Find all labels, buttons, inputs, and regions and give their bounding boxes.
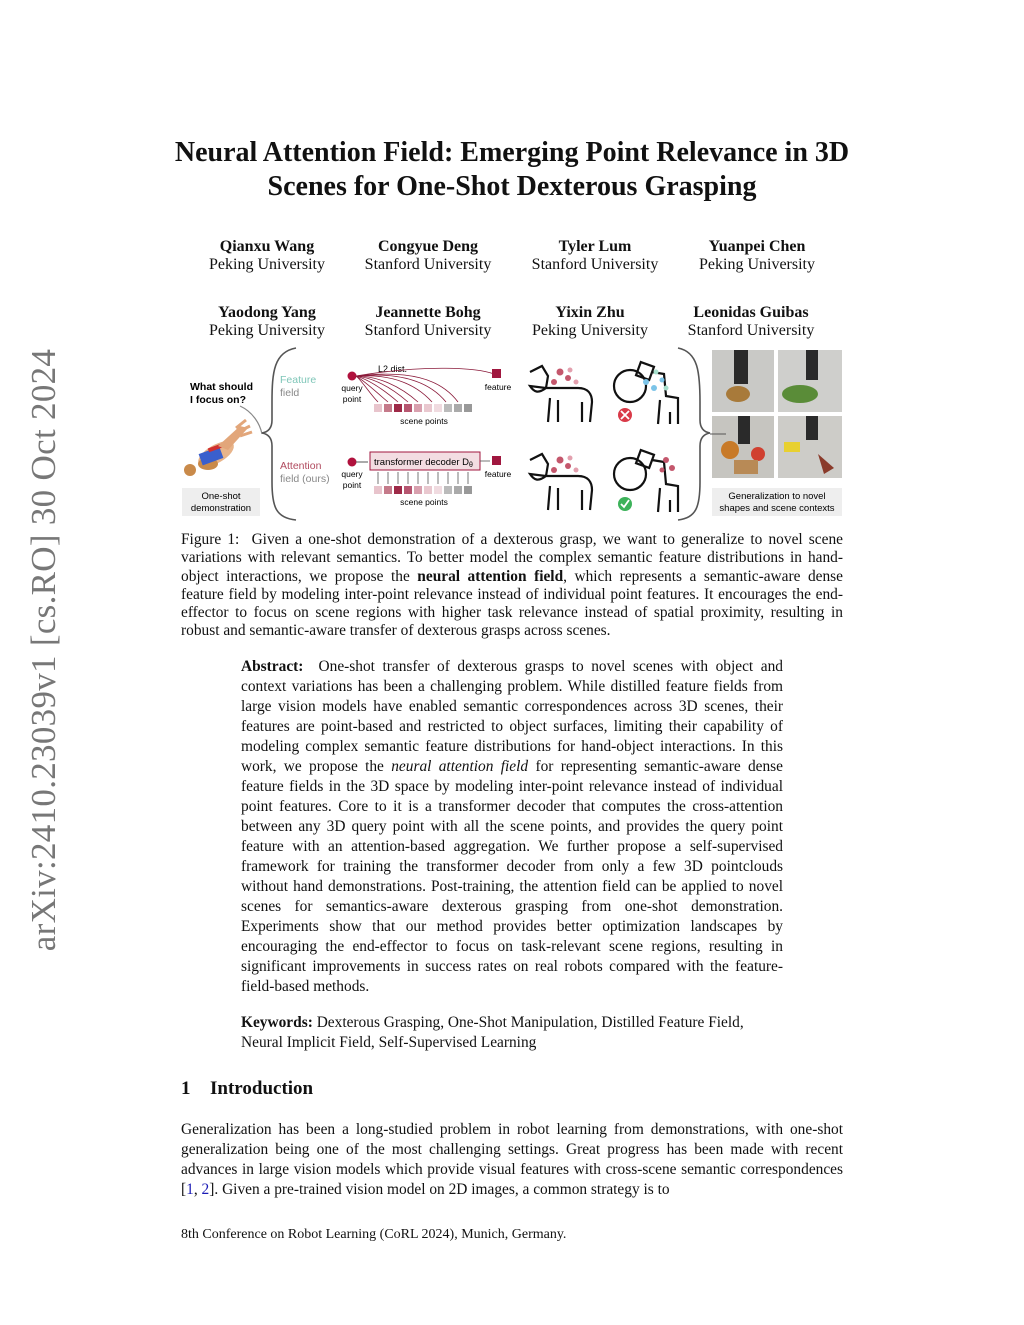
citation-link[interactable]: 1	[186, 1181, 194, 1198]
author-name: Qianxu Wang	[219, 238, 315, 255]
query-point-label-3: query	[341, 469, 363, 479]
author-affiliation: Peking University	[699, 256, 815, 273]
intro-paragraph	[181, 1120, 843, 1200]
decoder-label: transformer decoder $D_\theta$	[374, 457, 473, 469]
figure-caption	[181, 531, 843, 641]
abstract-text-pre: One-shot transfer of dexterous grasps to novel scenes with object and context variations has been a challenging problem. While distilled feature fields from large vision models have enabled semantic correspondences across 3D scenes, their features are point-based and restricted to object surfaces, limiting their capability of modeling complex semantic feature distributions for hand-object interactions. In this work, we propose the	[241, 658, 783, 775]
l2-dist-label: L2 dist.	[378, 364, 408, 374]
author-name: Yixin Zhu	[555, 304, 625, 321]
figure-1	[178, 342, 846, 524]
author-name: Congyue Deng	[377, 238, 478, 255]
right-brace	[678, 348, 710, 520]
paper-title: Neural Attention Field: Emerging Point Relevance in 3D Scenes for One-Shot Dexterous Grasping	[174, 137, 850, 202]
abstract-text-post: for representing semantic-aware dense feature fields in the 3D space by modeling inter-point relevance instead of individual point features. Core to it is a transformer decoder that computes the cross-attention between any 3D query point with all the scene points, and provides the query point feature with an attention-based aggregation. We further propose a self-supervised framework for training the transformer decoder from only a few 3D pointclouds without hand demonstrations. Post-training, the attention field can be applied to novel scenes for semantics-aware dexterous grasping from one-shot demonstration. Experiments show that our method provides better optimization landscapes by encouraging the end-effector to focus on task-relevant scene regions, resulting in significant improvements in success rates on real robots compared with the feature-field-based methods.	[241, 758, 784, 995]
giraffe-points-2	[660, 457, 676, 473]
caption-label: Figure 1:	[181, 531, 240, 548]
query-point-dot-2	[348, 458, 357, 467]
author-name: Tyler Lum	[558, 238, 632, 255]
robot-photos	[712, 350, 842, 478]
author	[672, 238, 842, 274]
conference-footer: 8th Conference on Robot Learning (CoRL 2024), Munich, Germany.	[181, 1227, 567, 1242]
generalization-label-2: shapes and scene contexts	[719, 503, 835, 514]
feature-field-label-1: Feature	[280, 374, 317, 386]
author-name: Yuanpei Chen	[708, 238, 806, 255]
author	[666, 304, 836, 340]
intro-text-pre: Generalization has been a long-studied problem in robot learning from demonstrations, with one-shot generalization being one of the most challenging settings. Great progress has been made with recent advances in large vision models which provide visual features with cross-scene semantic correspondences [	[181, 1121, 843, 1198]
scene-points-row-1	[374, 404, 472, 412]
author	[182, 304, 352, 340]
section-title: Introduction	[210, 1078, 314, 1099]
author-name: Yaodong Yang	[218, 304, 316, 321]
scene-points-label-1: scene points	[400, 416, 448, 426]
keywords	[241, 1013, 783, 1053]
author-affiliation: Stanford University	[364, 322, 492, 339]
author	[182, 238, 352, 274]
attention-field-label-2: field (ours)	[280, 473, 330, 485]
author-affiliation: Peking University	[532, 322, 648, 339]
demo-image	[184, 420, 252, 476]
scene-points-label-2: scene points	[400, 497, 448, 507]
keywords-text: Dexterous Grasping, One-Shot Manipulation, Distilled Feature Field, Neural Implicit Field, Self-Supervised Learning	[241, 1014, 744, 1051]
query-point-label-2: point	[342, 394, 362, 404]
abstract-label: Abstract:	[241, 658, 304, 675]
author	[343, 304, 513, 340]
author	[505, 304, 675, 340]
horse-points	[551, 368, 579, 386]
question-line-1: What should	[190, 381, 253, 393]
feature-square-1	[492, 369, 501, 378]
abstract	[241, 657, 783, 997]
demo-label-line-2: demonstration	[190, 503, 252, 514]
author-name: Leonidas Guibas	[693, 304, 809, 321]
caption-text-post: , which represents a semantic-aware dense feature field by modeling inter-point relevance instead of individual point features. It encourages the end-effector to focus on scene regions with higher task relevance instead of spatial proximity, resulting in robust and semantic-aware transfer of dexterous grasps across scenes.	[181, 567, 843, 640]
arxiv-sidebar-stamp	[22, 348, 66, 952]
section-number: 1	[181, 1078, 191, 1099]
intro-text-mid: ,	[193, 1181, 202, 1198]
author-affiliation: Peking University	[209, 322, 325, 339]
l2-lines	[356, 368, 494, 402]
horse-points-2	[551, 456, 579, 474]
question-line-2: I focus on?	[190, 394, 246, 406]
author-affiliation: Peking University	[209, 256, 325, 273]
author-affiliation: Stanford University	[364, 256, 492, 273]
feature-field-label-2: field	[280, 387, 300, 399]
query-point-label-1: query	[341, 383, 363, 393]
section-heading	[181, 1078, 313, 1100]
caption-bold-term: neural attention field	[417, 567, 564, 585]
citation-link[interactable]: 2	[201, 1181, 210, 1198]
author-name: Jeannette Bohg	[375, 304, 481, 321]
author-affiliation: Stanford University	[687, 322, 815, 339]
feature-square-2	[492, 456, 501, 465]
abstract-italic-term: neural attention field	[391, 758, 529, 775]
attention-field-label-1: Attention	[280, 460, 322, 472]
caption-text-pre: Given a one-shot demonstration of a dexterous grasp, we want to generalize to novel scene variations with relevant semantics. To better model the complex semantic feature distributions in hand-object interactions, we propose the	[181, 531, 843, 585]
feature-label-1: feature	[484, 382, 512, 392]
keywords-label: Keywords:	[241, 1014, 313, 1031]
generalization-label-1: Generalization to novel	[728, 491, 826, 502]
scene-points-row-2	[374, 486, 472, 494]
decoder-sub: θ	[469, 462, 473, 469]
feature-label-2: feature	[484, 469, 512, 479]
success-icon	[618, 497, 632, 511]
arxiv-id: arXiv:2410.23039v1 [cs.RO] 30 Oct 2024	[24, 348, 63, 952]
author	[510, 238, 680, 274]
query-point-dot	[348, 372, 357, 381]
intro-text-post: ]. Given a pre-trained vision model on 2D images, a common strategy is to	[209, 1181, 670, 1198]
figure-1-graphic	[178, 342, 846, 524]
query-point-label-4: point	[342, 480, 362, 490]
author	[343, 238, 513, 274]
demo-label-line-1: One-shot	[201, 491, 241, 502]
author-affiliation: Stanford University	[531, 256, 659, 273]
